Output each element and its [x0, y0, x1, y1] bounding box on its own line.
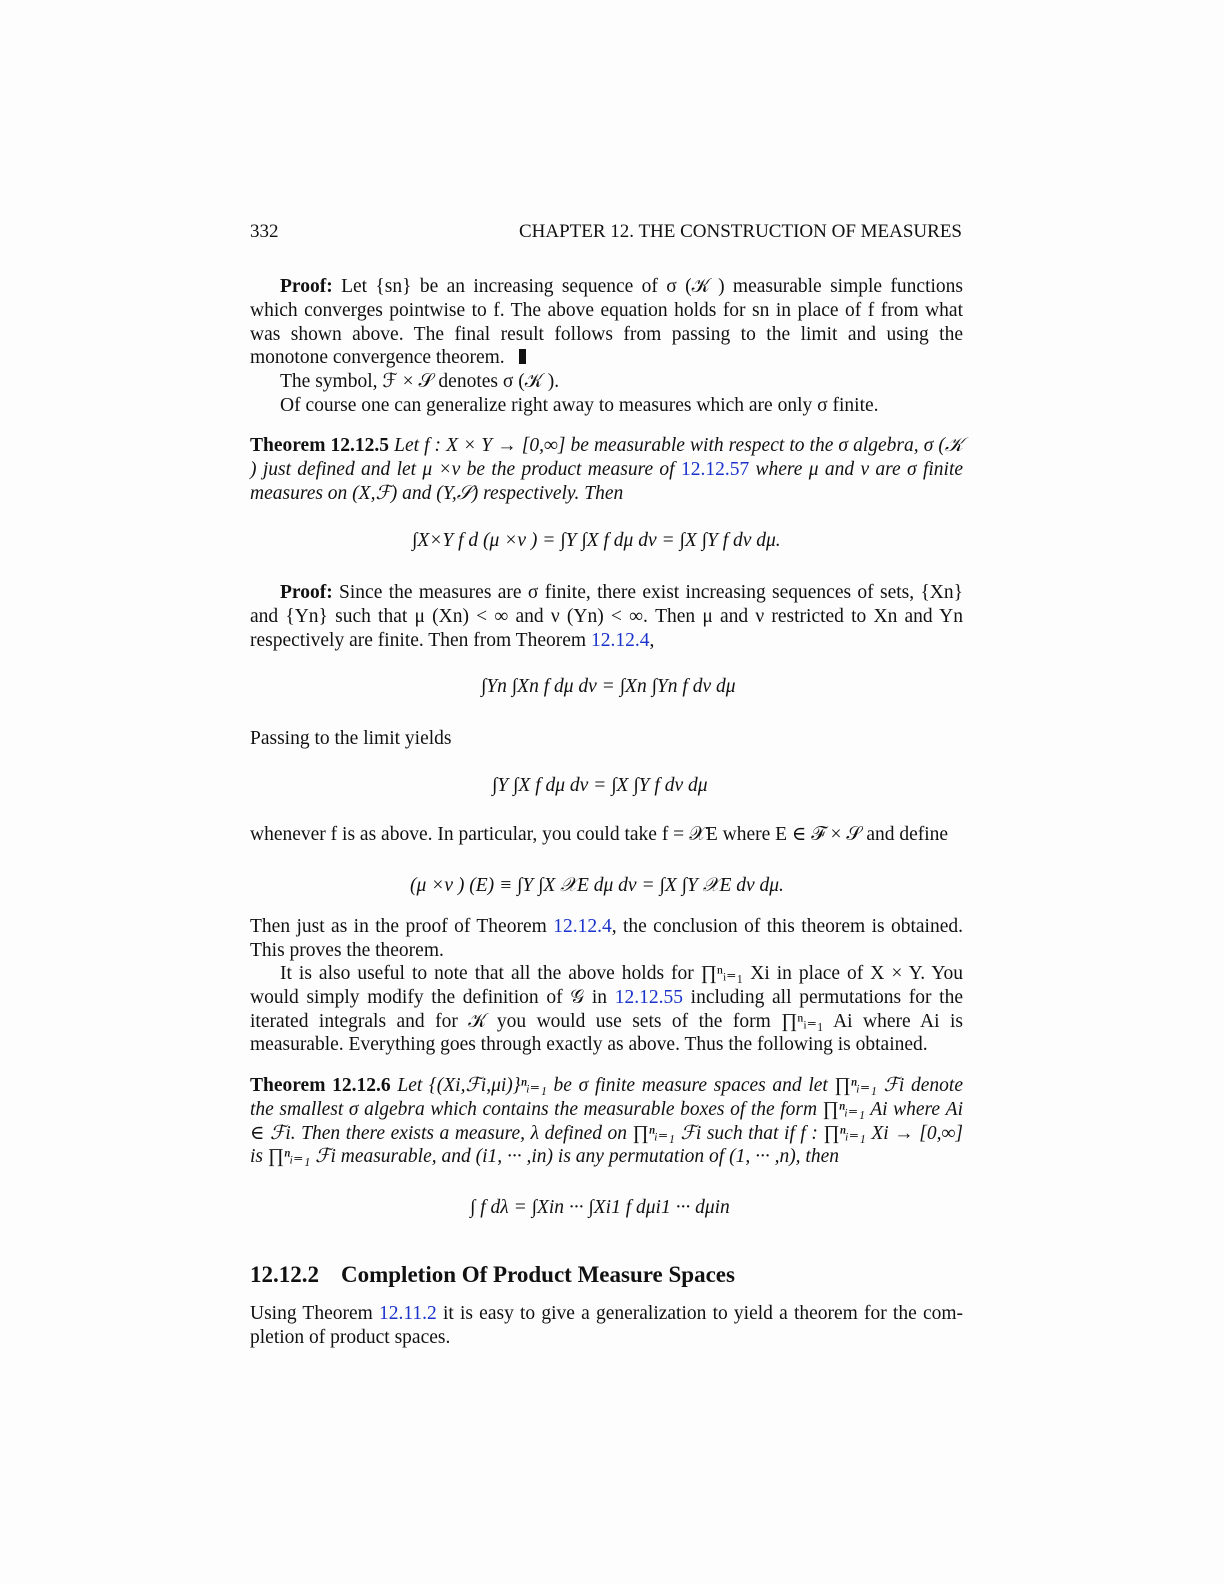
- proof-text-line: Let {sn} be an increasing sequence of σ (𝒦 ) measurable simple functions: [341, 276, 963, 297]
- theorem-text-line: is ∏ⁿᵢ₌₁ ℱi measurable, and (i1, ··· ,in) is any permutation of (1, ··· ,n), then: [250, 1146, 840, 1168]
- theorem-label: Theorem 12.12.5: [250, 435, 390, 456]
- equation-ref-link[interactable]: 12.12.57: [680, 458, 750, 480]
- closing-paragraph: [250, 1302, 963, 1350]
- display-equation: ∫ f dλ = ∫Xin ··· ∫Xi1 f dμi1 ··· dμin: [470, 1197, 730, 1218]
- proof-text-line: , the conclusion of this theorem is obtained.: [611, 916, 963, 937]
- proof-text-line: Since the measures are σ finite, there exist increasing sequences of sets, {Xn}: [339, 582, 963, 603]
- theorem-text-line: σ (𝒦 ) just defined and let μ ×ν be the product measure of: [250, 435, 964, 480]
- theorem-text-line: Let {(Xi,ℱi,μi)}ⁿᵢ₌₁ be σ finite measure spaces and let ∏ⁿᵢ₌₁ ℱi denote: [397, 1075, 963, 1096]
- section-title: Completion Of Product Measure Spaces: [341, 1262, 735, 1287]
- theorem-label: Theorem 12.12.6: [250, 1075, 391, 1096]
- passing-text: Passing to the limit yields: [250, 728, 452, 749]
- proof-continuation: [250, 823, 963, 847]
- theorem-ref-link[interactable]: 12.11.2: [379, 1303, 437, 1324]
- display-equation: ∫Y ∫X f dμ dν = ∫X ∫Y f dν dμ: [492, 775, 708, 796]
- theorem-text-line: finite measures on (X,ℱ) and (Y,𝒮) respectively. Then: [250, 458, 964, 504]
- symbol-note: The symbol, ℱ × 𝒮 denotes σ (𝒦 ).: [280, 371, 560, 392]
- proof-text-line: convergence theorem.: [332, 347, 505, 369]
- closing-text-line: Using Theorem: [250, 1303, 373, 1324]
- equation-ref-link[interactable]: 12.12.55: [614, 986, 683, 1008]
- page-number: 332: [250, 221, 279, 242]
- punctuation: ,: [649, 629, 655, 651]
- display-equation: ∫Yn ∫Xn f dμ dν = ∫Xn ∫Yn f dν dμ: [481, 676, 736, 697]
- proof-conclusion: [250, 915, 963, 963]
- display-equation: ∫X×Y f d (μ ×ν ) = ∫Y ∫X f dμ dν = ∫X ∫Y f dν dμ.: [412, 530, 781, 551]
- note-text-line: would simply modify the definition of 𝒢 in: [250, 986, 608, 1008]
- closing-text-line: it is easy to give a generalization to yield a theorem for the com-: [442, 1303, 964, 1324]
- theorem-ref-link[interactable]: 12.12.4: [590, 629, 650, 651]
- proof-text-line: Then just as in the proof of Theorem: [250, 916, 547, 937]
- useful-note: [250, 962, 963, 1057]
- note-text-line: Everything goes through exactly as above. Thus the following is obtained.: [348, 1034, 928, 1056]
- theorem-12-12-5: [250, 434, 963, 505]
- proof-label: Proof:: [280, 582, 333, 603]
- note-text-line: It is also useful to note that all the above holds for ∏ⁿᵢ₌₁ Xi in place of X × Y. You: [280, 963, 963, 984]
- generalize-note: Of course one can generalize right away to measures which are only σ finite.: [280, 395, 879, 416]
- proof-text-line: This proves the theorem.: [250, 939, 444, 961]
- theorem-text-line: where μ and ν are σ: [755, 458, 917, 480]
- note-text-line: iterated integrals and for 𝒦 you would use sets of the form ∏ⁿᵢ₌₁ Ai where Ai is measurable.: [250, 1010, 963, 1056]
- proof-text-line: whenever f is as above. In particular, you could take f = 𝒳E where E ∈ ℱ × 𝒮 and: [250, 824, 895, 845]
- section-number: 12.12.2: [250, 1262, 319, 1287]
- theorem-text-line: Let f : X × Y → [0,∞] be measurable with respect to the σ algebra,: [394, 435, 919, 456]
- display-equation: (μ ×ν ) (E) ≡ ∫Y ∫X 𝒳E dμ dν = ∫X ∫Y 𝒳E dν dμ.: [410, 875, 784, 896]
- theorem-text-line: Ai ∈ ℱi. Then there exists a measure, λ defined on ∏ⁿᵢ₌₁ ℱi such that if f : ∏ⁿᵢ₌₁ Xi → [0,∞]: [250, 1098, 963, 1144]
- qed-symbol: [519, 349, 526, 364]
- proof-text-line: and {Yn} such that μ (Xn) < ∞ and ν (Yn) < ∞. Then μ and ν restricted to Xn and Yn: [250, 605, 963, 627]
- theorem-ref-link[interactable]: 12.12.4: [553, 916, 612, 937]
- section-heading: [250, 1262, 735, 1288]
- proof-text-line: which converges pointwise to f. The above equation holds for sn in place of f from what: [250, 299, 963, 321]
- closing-text-line: pletion of product spaces.: [250, 1326, 451, 1348]
- chapter-title: CHAPTER 12. THE CONSTRUCTION OF MEASURES: [518, 221, 962, 242]
- proof-text-line: define: [899, 824, 949, 845]
- theorem-text-line: the smallest σ algebra which contains the measurable boxes of the form ∏ⁿᵢ₌₁ Ai where: [250, 1098, 941, 1120]
- proof-text-line: was shown above. The final result follows from passing to the limit and using the monotone: [250, 323, 963, 369]
- proof-paragraph-1: [250, 275, 963, 370]
- proof-label: Proof:: [280, 276, 333, 297]
- proof-paragraph-2: [250, 581, 963, 652]
- theorem-12-12-6: [250, 1074, 963, 1169]
- proof-text-line: respectively are finite. Then from Theorem: [250, 629, 587, 651]
- note-text-line: including all permutations for the: [690, 986, 963, 1008]
